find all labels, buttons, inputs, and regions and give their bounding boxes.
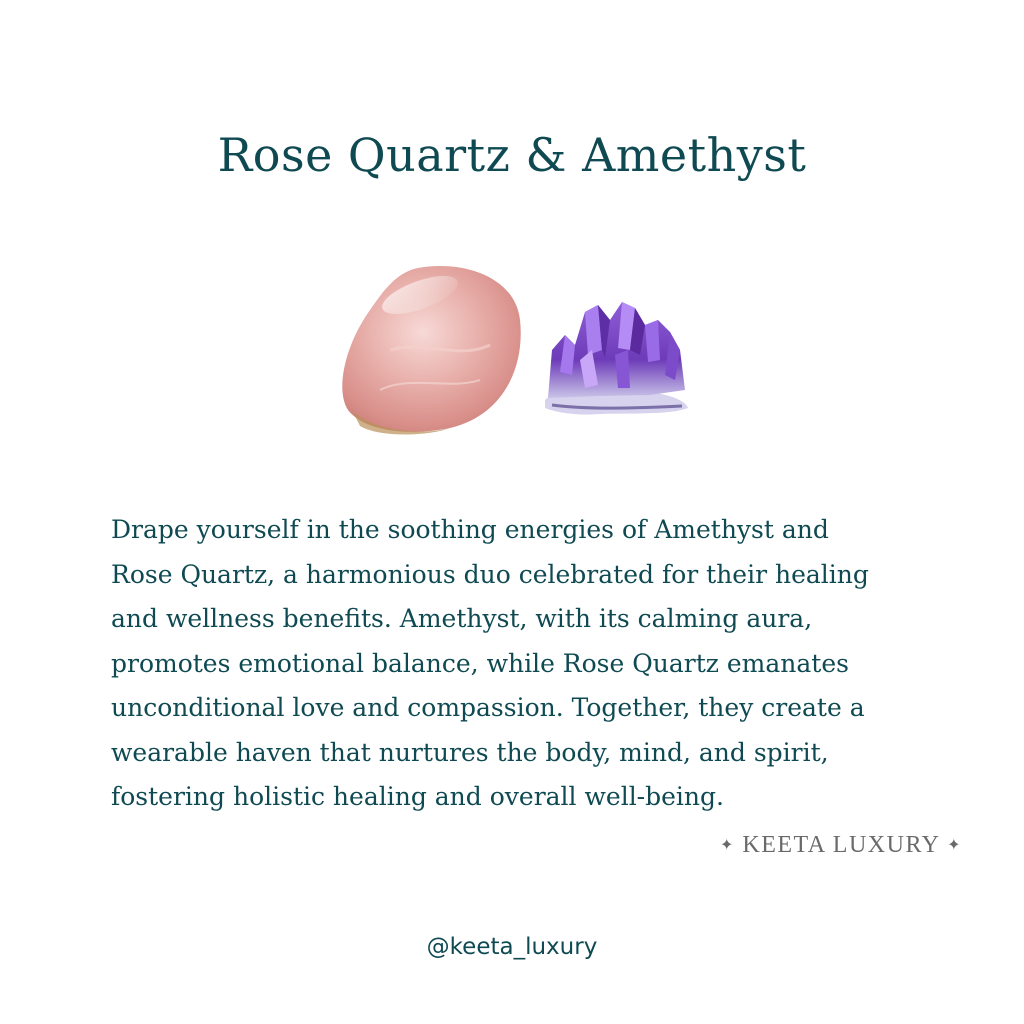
- sparkle-icon: ✦: [947, 837, 962, 854]
- rose-quartz-image: [342, 266, 520, 435]
- description-line: and wellness benefits. Amethyst, with its calming aura,: [111, 604, 813, 633]
- description-line: Rose Quartz, a harmonious duo celebrated for their healing: [111, 559, 869, 589]
- page-title: Rose Quartz & Amethyst: [217, 128, 807, 182]
- description-line: promotes emotional balance, while Rose Quartz emanates: [111, 648, 849, 678]
- description-line: unconditional love and compassion. Together, they create a: [111, 693, 865, 722]
- sparkle-icon: ✦: [720, 837, 735, 854]
- brand-signature: [720, 832, 962, 859]
- description-line: fostering holistic healing and overall well-being.: [111, 782, 724, 811]
- stone-images: [330, 250, 710, 450]
- amethyst-image: [545, 302, 688, 415]
- brand-name: KEETA LUXURY: [742, 832, 940, 858]
- description: [111, 508, 931, 820]
- description-line: Drape yourself in the soothing energies of Amethyst and: [111, 515, 829, 544]
- description-line: wearable haven that nurtures the body, mind, and spirit,: [111, 737, 829, 767]
- social-handle: @keeta_luxury: [426, 934, 598, 960]
